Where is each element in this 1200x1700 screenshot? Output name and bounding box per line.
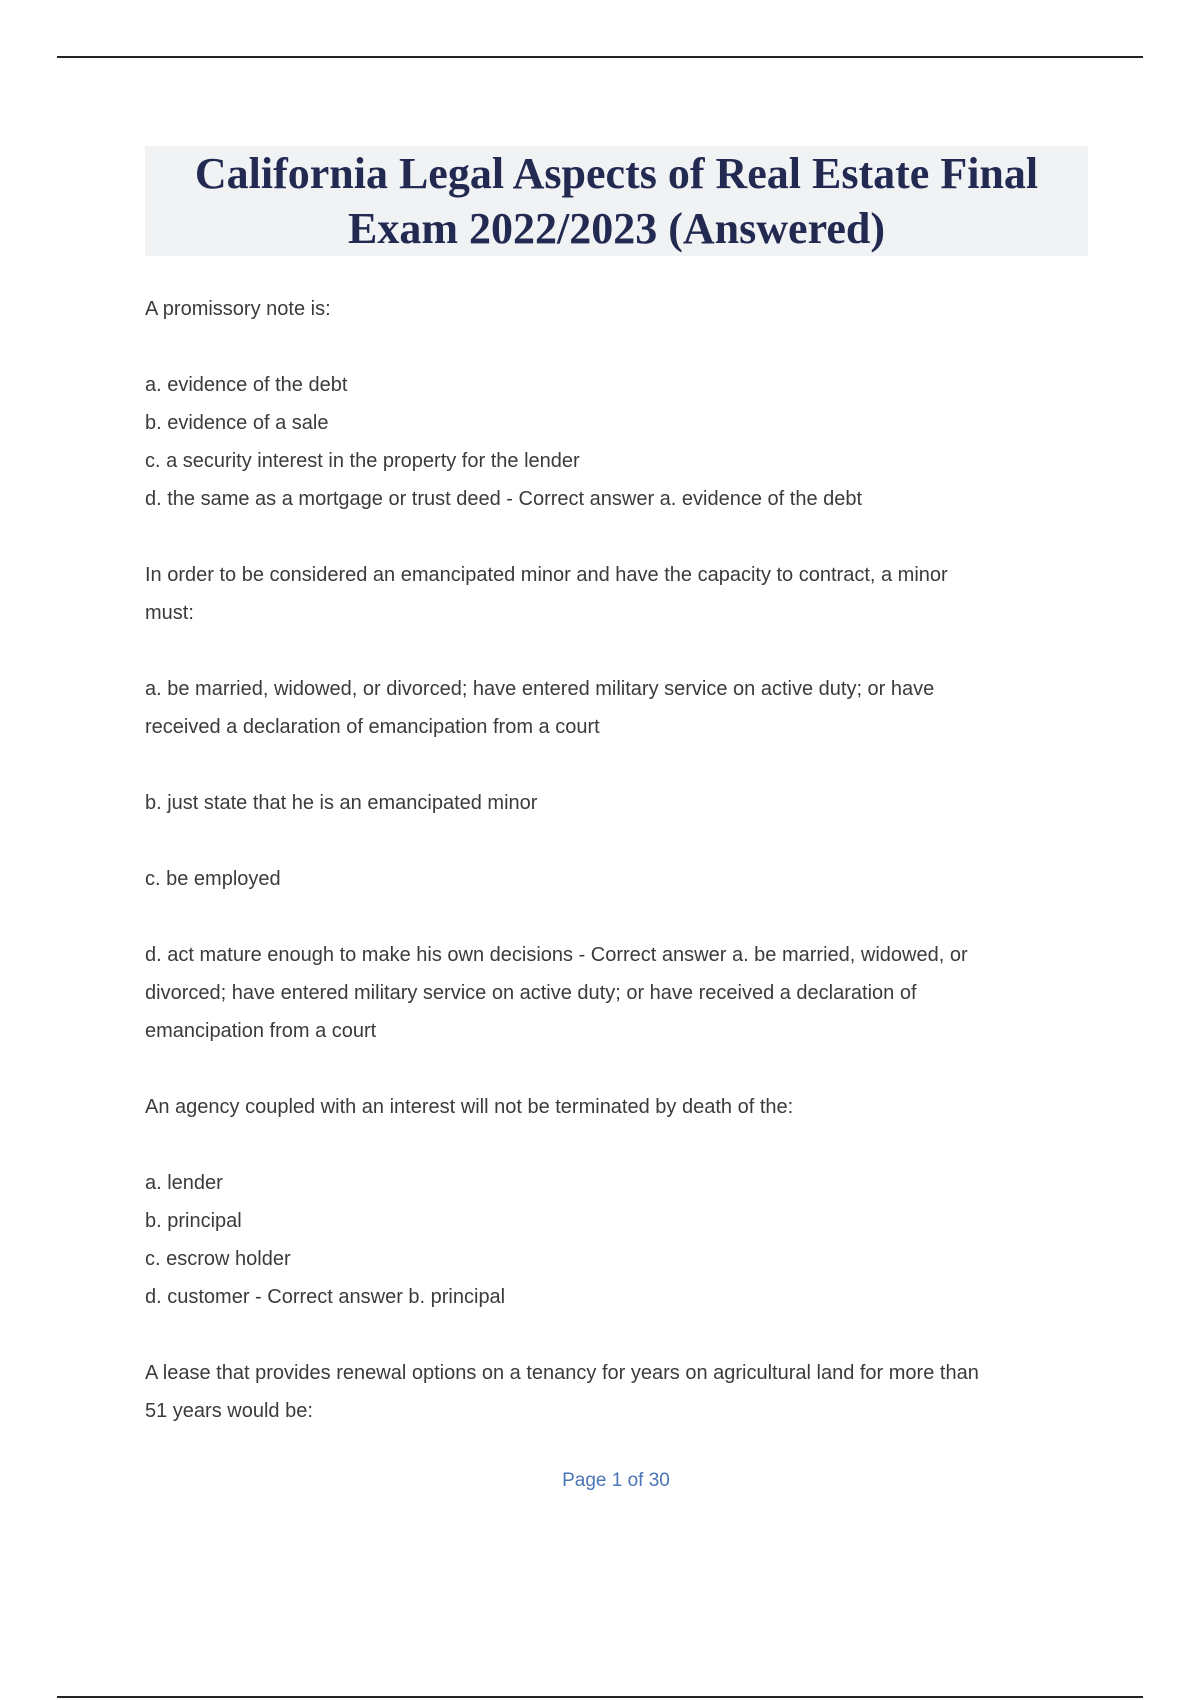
title-line-2: Exam 2022/2023 (Answered) bbox=[348, 204, 885, 253]
q2-option-a-line-2: received a declaration of emancipation from a court bbox=[145, 716, 600, 738]
q1-option-a: a. evidence of the debt bbox=[145, 374, 348, 396]
question-1: A promissory note is: bbox=[145, 298, 331, 320]
q2-option-b: b. just state that he is an emancipated minor bbox=[145, 792, 538, 814]
title-line-1: California Legal Aspects of Real Estate Final bbox=[194, 149, 1039, 198]
question-2-line-1: In order to be considered an emancipated minor and have the capacity to contract, a minor bbox=[145, 564, 948, 586]
q3-option-b: b. principal bbox=[145, 1210, 242, 1232]
top-rule bbox=[57, 56, 1143, 58]
q2-option-d-line-1: d. act mature enough to make his own decisions - Correct answer a. be married, widowed, or bbox=[145, 944, 968, 966]
q1-option-b: b. evidence of a sale bbox=[145, 412, 329, 434]
q2-option-c: c. be employed bbox=[145, 868, 281, 890]
q1-option-d: d. the same as a mortgage or trust deed - Correct answer a. evidence of the debt bbox=[145, 488, 863, 510]
question-2-line-2: must: bbox=[145, 602, 194, 624]
q2-option-a-line-1: a. be married, widowed, or divorced; have entered military service on active duty; or have bbox=[145, 678, 935, 700]
document-title bbox=[145, 146, 1088, 256]
document-body bbox=[145, 290, 1085, 1430]
q3-option-a: a. lender bbox=[145, 1172, 223, 1194]
q3-option-c: c. escrow holder bbox=[145, 1248, 291, 1270]
q1-option-c: c. a security interest in the property for the lender bbox=[145, 450, 580, 472]
q2-option-d-line-2: divorced; have entered military service on active duty; or have received a declaration of bbox=[145, 982, 917, 1004]
question-3: An agency coupled with an interest will not be terminated by death of the: bbox=[145, 1096, 794, 1118]
q2-option-d-line-3: emancipation from a court bbox=[145, 1020, 377, 1042]
bottom-rule bbox=[57, 1696, 1143, 1698]
page-number: Page 1 of 30 bbox=[562, 1470, 670, 1491]
q3-option-d: d. customer - Correct answer b. principal bbox=[145, 1286, 506, 1308]
question-4-line-1: A lease that provides renewal options on a tenancy for years on agricultural land for more than bbox=[145, 1362, 979, 1384]
question-4-line-2: 51 years would be: bbox=[145, 1400, 313, 1422]
